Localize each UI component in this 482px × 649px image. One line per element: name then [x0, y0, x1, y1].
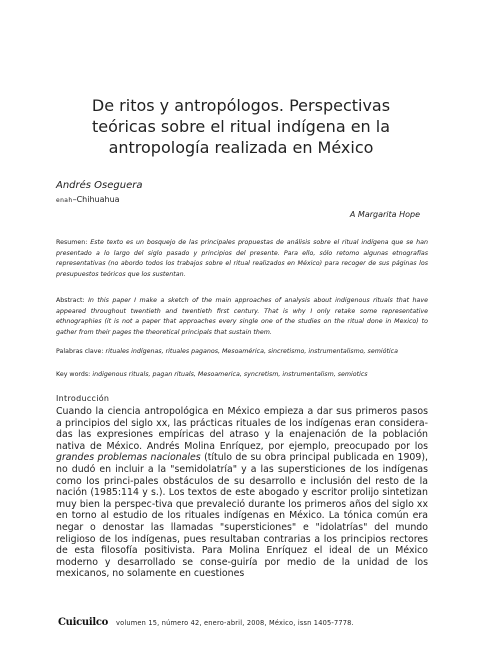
section-heading: Introducción	[56, 394, 110, 403]
author-name: Andrés Oseguera	[56, 180, 143, 191]
body-text-1: Cuando la ciencia antropológica en México empieza a dar sus primeros pasos a principios del siglo xx, las prácticas rituales de los indígenas eran considera-das las expresiones empíricas del atraso y la enajenación de la población nativa de México. Andrés Molina Enríquez, por ejemplo, preocupado por los	[56, 406, 428, 452]
page-footer	[58, 617, 354, 628]
body-paragraph	[56, 406, 428, 580]
palabras-clave	[56, 347, 428, 358]
article-title: De ritos y antropólogos. Perspectivas teóricas sobre el ritual indígena en la antropología realizada en México	[91, 95, 391, 157]
palabras-clave-label: Palabras clave:	[56, 348, 104, 355]
journal-citation: volumen 15, número 42, enero-abril, 2008, México, issn 1405-7778.	[116, 618, 354, 627]
author-affiliation	[56, 195, 120, 204]
resumen-label: Resumen:	[56, 239, 88, 246]
resumen-text: Este texto es un bosquejo de las principales propuestas de análisis sobre el ritual indígena que se han presentado a lo largo del siglo pasado y principios del presente. Para ello, sólo retomo algunas etnografías representativas (no abordo todos los trabajos sobre el ritual realizados en México) para recoger de sus páginas los presupuestos teóricos que los sustentan.	[56, 239, 428, 278]
key-words	[56, 370, 428, 381]
body-italic-title: grandes problemas nacionales	[56, 452, 201, 464]
resumen-paragraph	[56, 238, 428, 280]
affiliation-abbr: enah	[56, 197, 73, 204]
abstract-paragraph	[56, 296, 428, 338]
journal-logo: Cuicuilco	[58, 617, 109, 628]
key-words-label: Key words:	[56, 371, 91, 378]
dedication: A Margarita Hope	[349, 210, 420, 219]
abstract-text: In this paper I make a sketch of the main approaches of analysis about indigenous rituals that have appeared throughout twentieth and twentieth first century. That is why I only retake some representative ethnographies (it is not a paper that approaches every single one of the studies on the ritual done in Mexico) to gather from their pages the theoretical principals that sustain them.	[56, 297, 428, 336]
affiliation-rest: –Chihuahua	[72, 195, 120, 204]
body-text-2: (título de su obra principal publicada en 1909), no dudó en incluir a la "semidolatría" y a las supersticiones de los indígenas como los princi-pales obstáculos de su desarrollo e inclusión del resto de la nación (1985:114 y s.). Los textos de este abogado y escritor prolijo sintetizan muy bien la perspec-tiva que prevaleció durante los primeros años del siglo xx en torno al estudio de los rituales indígenas en México. La tónica común era negar o denostar las llamadas "supersticiones" e "idolatrías" del mundo religioso de los indígenas, pues resultaban contrarias a los principios rectores de esta filosofía positivista. Para Molina Enríquez el ideal de un México moderno y desarrollado se conse-guiría por medio de la unidad de los mexicanos, no solamente en cuestiones	[56, 452, 428, 580]
key-words-text: indigenous rituals, pagan rituals, Mesoamerica, syncretism, instrumentalism, semiotics	[92, 371, 368, 378]
palabras-clave-text: rituales indígenas, rituales paganos, Mesoamérica, sincretismo, instrumentalismo, semiótica	[105, 348, 398, 355]
abstract-label: Abstract:	[56, 297, 85, 304]
